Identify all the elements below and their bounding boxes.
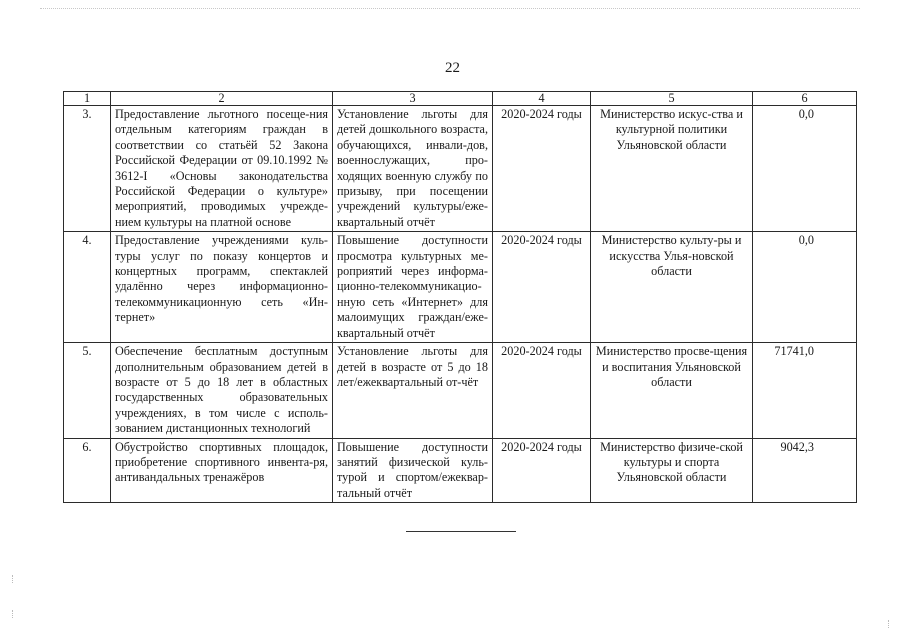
result-cell: Установление льготы для детей в возрасте от 5 до 18 лет/ежеквартальный от-чёт [333,343,493,438]
period-cell: 2020-2024 годы [493,343,591,438]
executor-cell: Министерство физиче-ской культуры и спорта Ульяновской области [591,438,753,503]
scan-artifact-mark [12,610,16,618]
executor-cell: Министерство искус-ства и культурной политики Ульяновской области [591,106,753,232]
result-cell: Повышение доступности просмотра культурных ме-роприятий через информа-ционно-телекоммуникацио-нную сеть «Интернет» для малоимущих граждан/еже-квартальный отчёт [333,232,493,343]
scan-artifact-mark [888,620,892,628]
executor-cell: Министерство культу-ры и искусства Улья-новской области [591,232,753,343]
column-header: 4 [493,92,591,106]
page-number: 22 [445,60,460,76]
activity-cell: Обеспечение бесплатным доступным дополнительным образованием детей в возрасте от 5 до 18 лет в областных государственных образовательных учреждениях, в том числе с исполь-зованием дистанционных технологий [111,343,333,438]
period-cell: 2020-2024 годы [493,232,591,343]
activity-cell: Обустройство спортивных площадок, приобретение спортивного инвента-ря, антивандальных тренажёров [111,438,333,503]
row-number: 3. [64,106,111,232]
amount-cell: 0,0 [753,232,857,343]
column-header: 3 [333,92,493,106]
footer-rule [406,531,516,532]
column-header: 2 [111,92,333,106]
table-header-row [64,92,857,106]
table-row [64,343,857,438]
column-header: 1 [64,92,111,106]
column-header: 6 [753,92,857,106]
table-row [64,438,857,503]
scan-artifact-line [40,8,860,11]
result-cell: Установление льготы для детей дошкольного возраста, обучающихся, инвали-дов, военнослужащих, про-ходящих военную службу по призыву, при посещении учреждений культуры/еже-квартальный отчёт [333,106,493,232]
period-cell: 2020-2024 годы [493,106,591,232]
amount-cell: 0,0 [753,106,857,232]
row-number: 5. [64,343,111,438]
row-number: 6. [64,438,111,503]
amount-cell: 71741,0 [753,343,857,438]
table-row [64,232,857,343]
period-cell: 2020-2024 годы [493,438,591,503]
column-header: 5 [591,92,753,106]
measures-table [63,91,857,503]
amount-cell: 9042,3 [753,438,857,503]
scan-artifact-mark [12,575,16,583]
table-row [64,106,857,232]
row-number: 4. [64,232,111,343]
executor-cell: Министерство просве-щения и воспитания Ульяновской области [591,343,753,438]
activity-cell: Предоставление льготного посеще-ния отдельным категориям граждан в соответствии со статьёй 52 Закона Российской Федерации от 09.10.1992 № 3612-I «Основы законодательства Российской Федерации о культуре» мероприятий, проводимых учрежде-нием культуры на платной основе [111,106,333,232]
activity-cell: Предоставление учреждениями куль-туры услуг по показу концертов и концертных программ, спектаклей удалённо через информационно-телекоммуникационную сеть «Ин-тернет» [111,232,333,343]
result-cell: Повышение доступности занятий физической куль-турой и спортом/ежеквар-тальный отчёт [333,438,493,503]
